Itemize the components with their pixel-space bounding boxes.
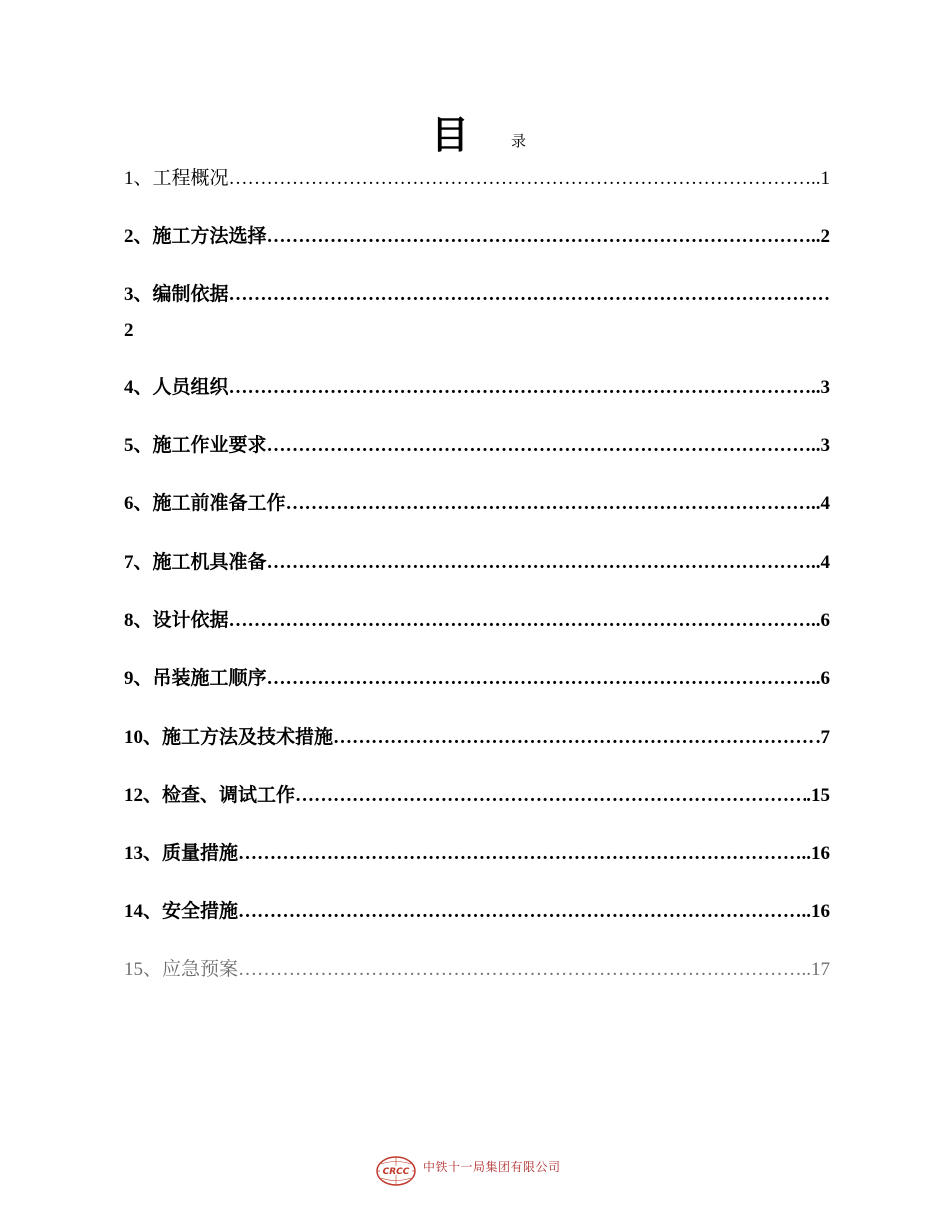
toc-leader-dots — [267, 664, 811, 694]
toc-leader-dots — [229, 280, 830, 310]
toc-page-number: .7 — [815, 727, 830, 748]
toc-label: 质量措施 — [162, 843, 239, 864]
toc-page-number: ..3 — [811, 435, 830, 456]
toc-label: 吊装施工顺序 — [152, 668, 267, 689]
toc-number: 13、 — [124, 843, 163, 864]
crcc-logo-icon — [375, 1155, 417, 1187]
toc-entry-2[interactable] — [124, 222, 830, 252]
toc-page-number: ..16 — [801, 901, 830, 922]
toc-entry-5[interactable] — [124, 431, 830, 461]
toc-label: 施工机具准备 — [152, 552, 267, 573]
toc-page-number: ..2 — [811, 226, 830, 247]
logo-text: CRCC — [382, 1167, 410, 1177]
toc-leader-dots — [295, 781, 806, 811]
toc-entry-14[interactable] — [124, 897, 830, 927]
toc-leader-dots — [229, 606, 811, 636]
toc-entry-6[interactable] — [124, 489, 830, 519]
toc-number: 1、 — [124, 168, 153, 189]
toc-number: 3、 — [124, 284, 153, 305]
company-name: 中铁十一局集团有限公司 — [423, 1160, 561, 1174]
toc-label: 施工作业要求 — [152, 435, 267, 456]
toc-page-number: ..6 — [811, 668, 830, 689]
toc-page-number: 2 — [124, 320, 134, 341]
toc-number: 10、 — [124, 727, 163, 748]
toc-leader-dots — [267, 431, 811, 461]
toc-number: 12、 — [124, 785, 163, 806]
toc-label: 设计依据 — [152, 610, 229, 631]
toc-leader-dots — [286, 489, 811, 519]
toc-page-number: ..4 — [811, 552, 830, 573]
toc-number: 8、 — [124, 610, 153, 631]
toc-number: 7、 — [124, 552, 153, 573]
toc-leader-dots — [333, 723, 816, 753]
toc-number: 14、 — [124, 901, 163, 922]
toc-leader-dots — [238, 839, 801, 869]
toc-number: 2、 — [124, 226, 153, 247]
toc-label: 施工方法选择 — [152, 226, 267, 247]
toc-label: 检查、调试工作 — [162, 785, 296, 806]
toc-number: 6、 — [124, 493, 153, 514]
toc-page-number: ..4 — [811, 493, 830, 514]
toc-page-number: ..1 — [811, 168, 830, 189]
toc-leader-dots — [267, 548, 811, 578]
toc-number: 9、 — [124, 668, 153, 689]
toc-page-number: ..3 — [811, 377, 830, 398]
toc-page-number: ..17 — [801, 959, 830, 980]
toc-leader-dots — [229, 373, 811, 403]
toc-number: 15、 — [124, 959, 163, 980]
toc-label: 编制依据 — [152, 284, 229, 305]
toc-entry-4[interactable] — [124, 373, 830, 403]
page-footer — [0, 1153, 950, 1193]
toc-label: 安全措施 — [162, 901, 239, 922]
toc-page-number: ..6 — [811, 610, 830, 631]
title-sub: 录 — [511, 134, 527, 150]
toc-entry-9[interactable] — [124, 664, 830, 694]
toc-entry-10[interactable] — [124, 723, 830, 753]
toc-entry-8[interactable] — [124, 606, 830, 636]
toc-label: 应急预案 — [162, 959, 239, 980]
toc-leader-dots — [229, 164, 811, 194]
toc-entry-13[interactable] — [124, 839, 830, 869]
toc-label: 施工方法及技术措施 — [162, 727, 334, 748]
toc-label: 施工前准备工作 — [152, 493, 286, 514]
toc-leader-dots — [238, 897, 801, 927]
toc-label: 工程概况 — [152, 168, 229, 189]
toc-entry-7[interactable] — [124, 548, 830, 578]
toc-page-number: .15 — [806, 785, 830, 806]
toc-leader-dots — [238, 955, 801, 985]
toc-page-number: ..16 — [801, 843, 830, 864]
document-title — [0, 112, 950, 162]
toc-entry-12[interactable] — [124, 781, 830, 811]
toc-leader-dots — [267, 222, 811, 252]
toc-entry-3[interactable] — [124, 280, 830, 310]
toc-entry-15[interactable] — [124, 955, 830, 985]
toc-number: 5、 — [124, 435, 153, 456]
toc-number: 4、 — [124, 377, 153, 398]
toc-label: 人员组织 — [152, 377, 229, 398]
toc-entry-1[interactable] — [124, 164, 830, 194]
title-main: 目 — [431, 115, 470, 157]
